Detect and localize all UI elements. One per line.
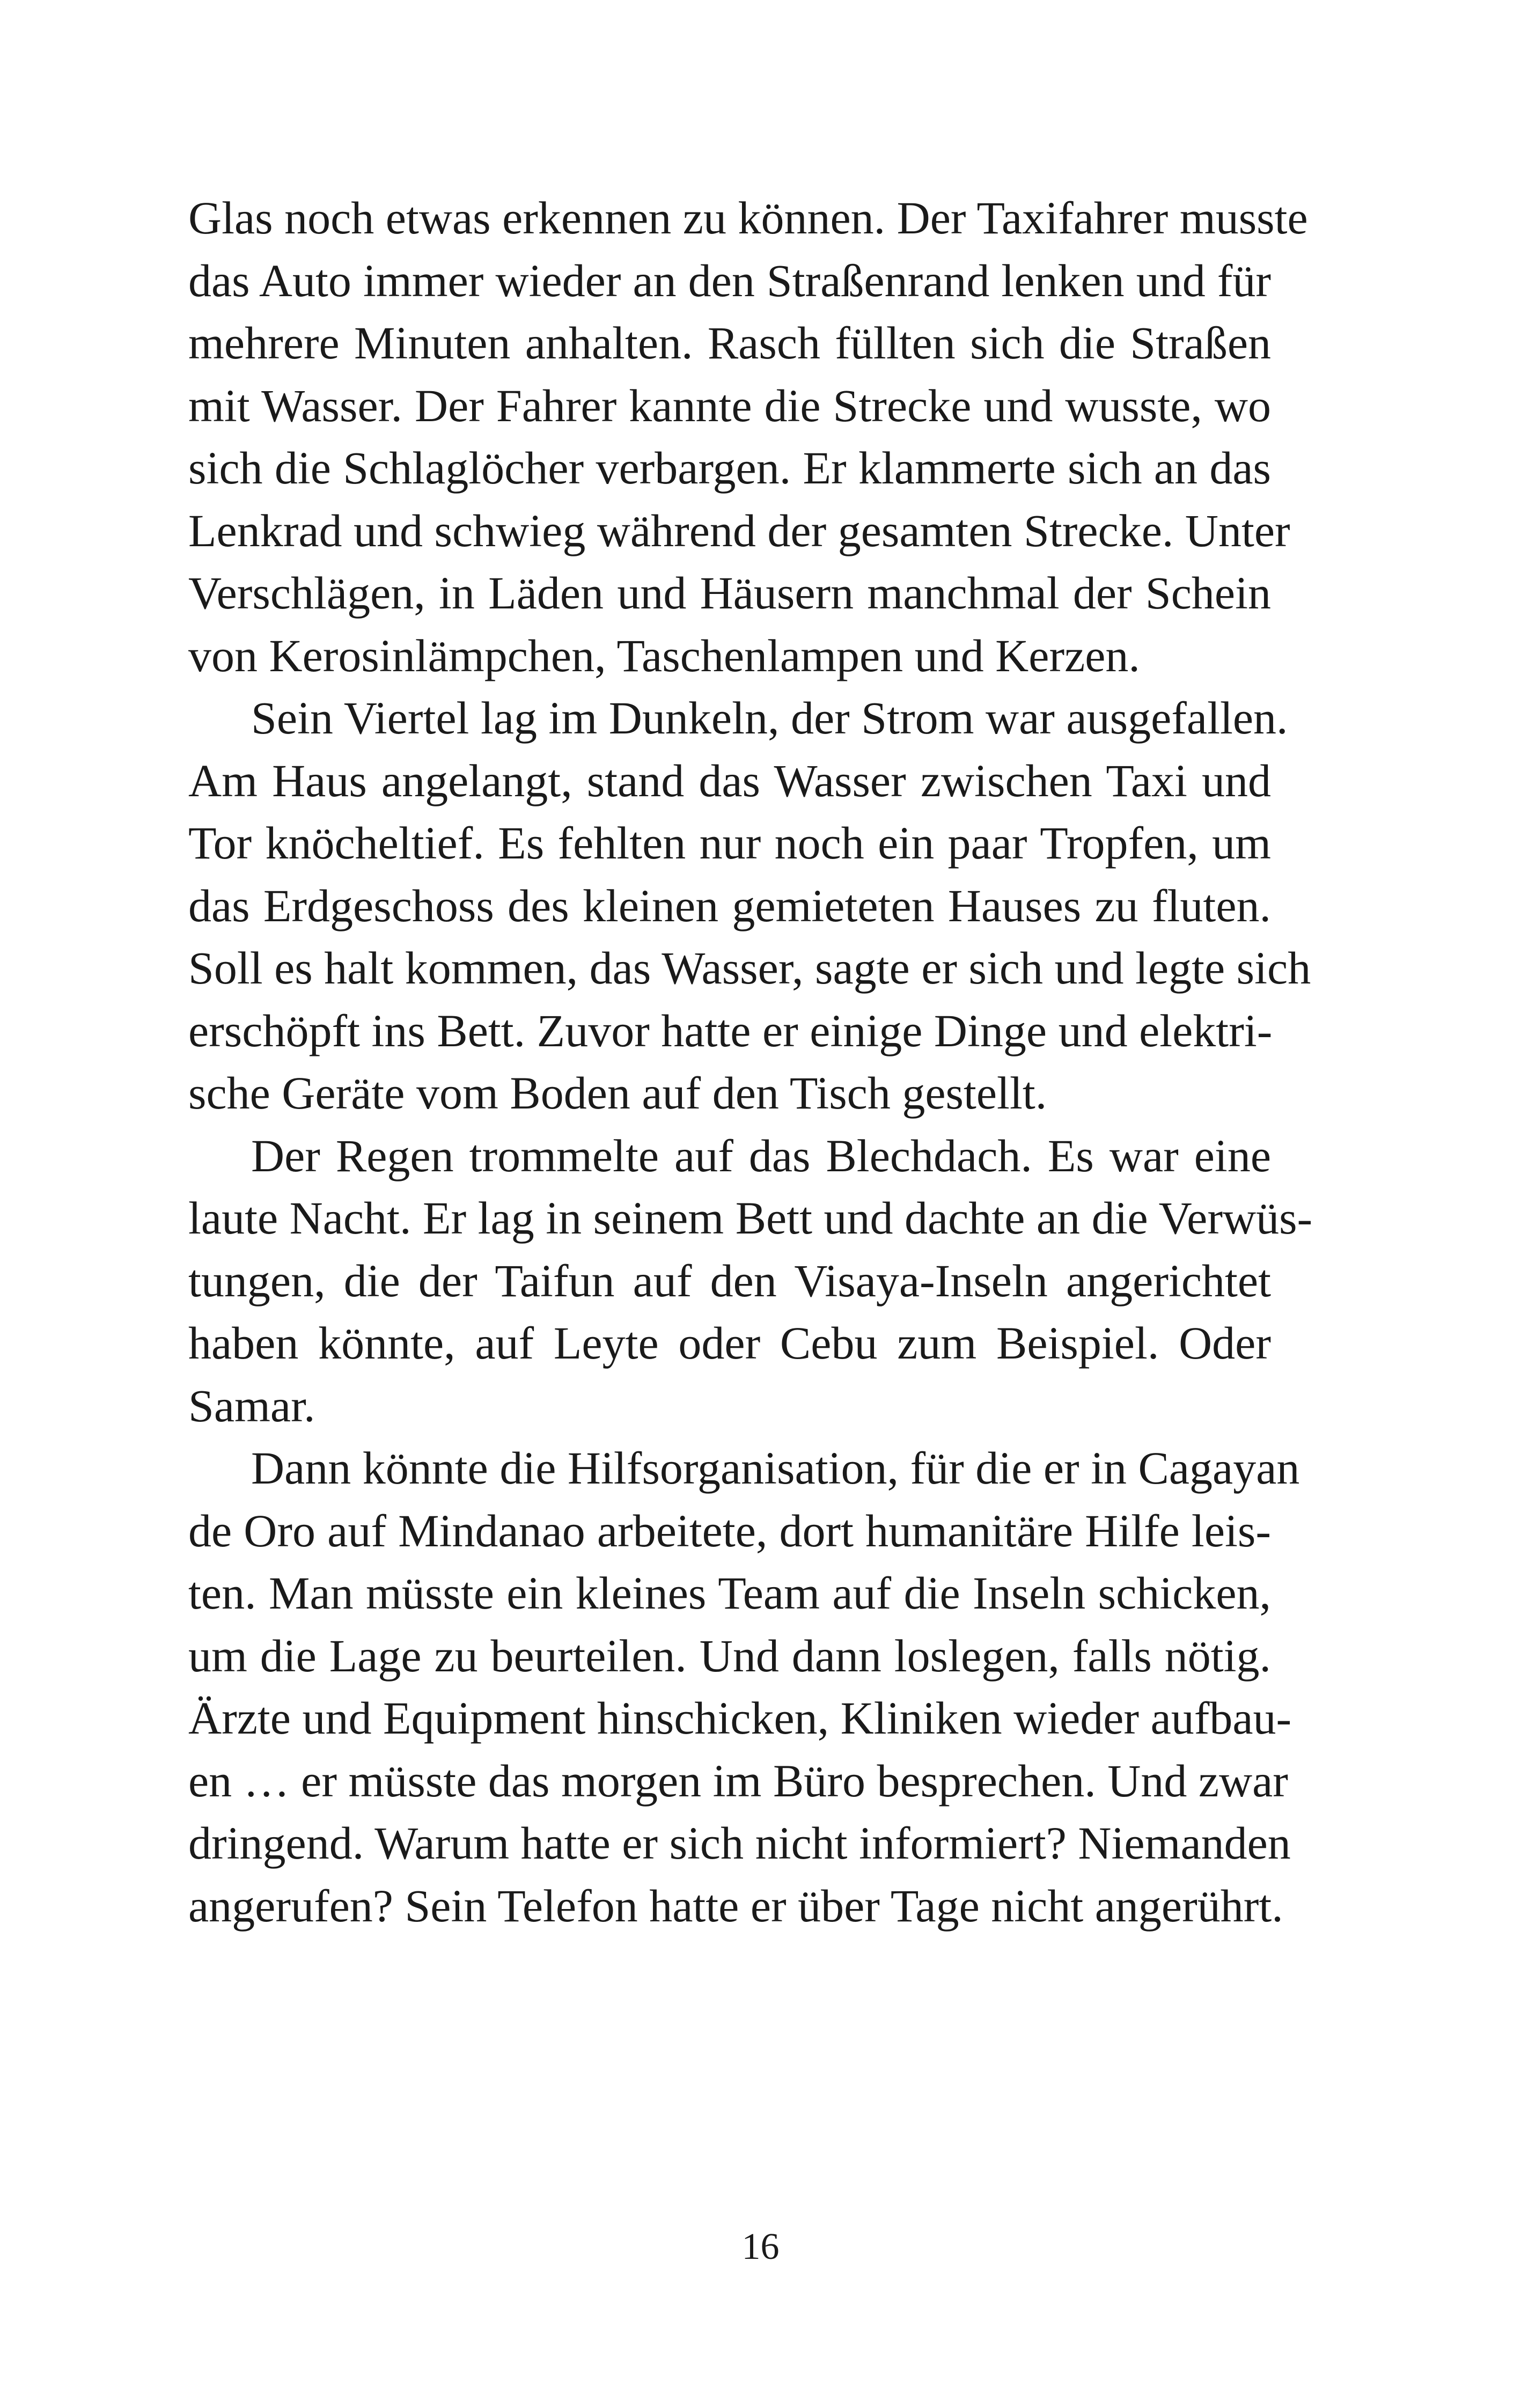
text-line: mit Wasser. Der Fahrer kannte die Strecke und wusste, wo [188,379,1271,431]
text-line: laute Nacht. Er lag in seinem Bett und dachte an die Verwüs- [188,1192,1313,1244]
text-line: Samar. [188,1379,315,1431]
text-line: Verschlägen, in Läden und Häusern manchmal der Schein [188,567,1271,619]
text-line: Ärzte und Equipment hinschicken, Kliniken wieder aufbau- [188,1692,1292,1744]
text-line: haben könnte, auf Leyte oder Cebu zum Beispiel. Oder [188,1317,1271,1369]
text-line: Sein Viertel lag im Dunkeln, der Strom war ausgefallen. [251,692,1288,744]
text-line: um die Lage zu beurteilen. Und dann loslegen, falls nötig. [188,1629,1271,1682]
text-line: Dann könnte die Hilfsorganisation, für die er in Cagayan [251,1442,1300,1494]
text-line: Tor knöcheltief. Es fehlten nur noch ein paar Tropfen, um [188,817,1271,869]
text-line: mehrere Minuten anhalten. Rasch füllten sich die Straßen [188,317,1271,369]
text-line: angerufen? Sein Telefon hatte er über Tage nicht angerührt. [188,1880,1283,1932]
text-line: sche Geräte vom Boden auf den Tisch gestellt. [188,1067,1047,1119]
text-line: von Kerosinlämpchen, Taschenlampen und Kerzen. [188,629,1140,681]
text-line: ten. Man müsste ein kleines Team auf die Inseln schicken, [188,1567,1271,1619]
text-line: tungen, die der Taifun auf den Visaya-Inseln angerichtet [188,1254,1271,1306]
text-line: Am Haus angelangt, stand das Wasser zwischen Taxi und [188,754,1271,806]
text-line: Der Regen trommelte auf das Blechdach. Es war eine [251,1129,1271,1181]
body-text [188,187,1313,1937]
text-line: das Auto immer wieder an den Straßenrand lenken und für [188,254,1271,306]
text-line: Glas noch etwas erkennen zu können. Der Taxifahrer musste [188,192,1308,244]
text-line: en … er müsste das morgen im Büro besprechen. Und zwar [188,1754,1288,1807]
text-line: dringend. Warum hatte er sich nicht informiert? Niemanden [188,1817,1291,1869]
text-line: das Erdgeschoss des kleinen gemieteten Hauses zu fluten. [188,879,1271,931]
text-line: de Oro auf Mindanao arbeitete, dort humanitäre Hilfe leis- [188,1504,1271,1557]
text-line: Lenkrad und schwieg während der gesamten Strecke. Unter [188,504,1290,556]
page-number: 16 [741,2226,780,2267]
text-line: Soll es halt kommen, das Wasser, sagte er sich und legte sich [188,942,1311,994]
text-line: erschöpft ins Bett. Zuvor hatte er einige Dinge und elektri- [188,1004,1273,1056]
text-line: sich die Schlaglöcher verbargen. Er klammerte sich an das [188,442,1271,494]
